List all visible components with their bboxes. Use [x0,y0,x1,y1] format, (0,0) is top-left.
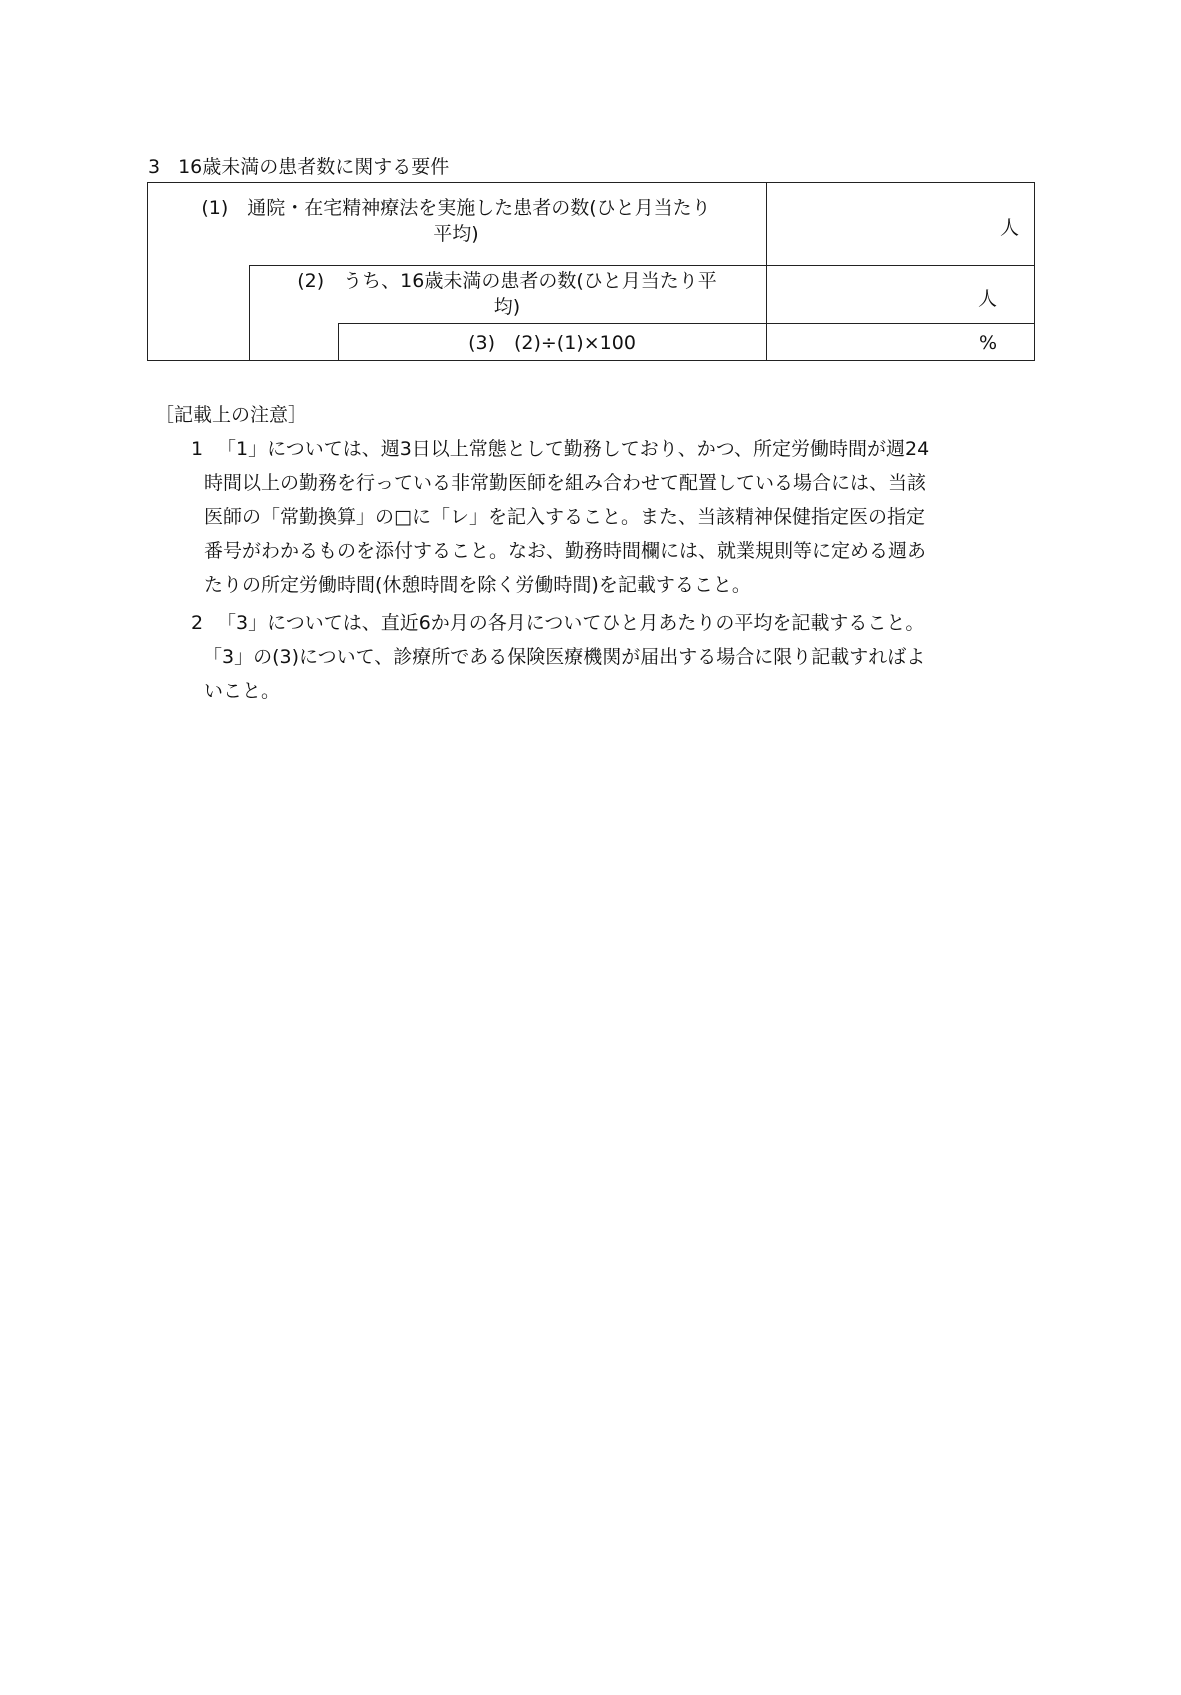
note-line: 医師の「常勤換算」の□に「レ」を記入すること。また、当該精神保健指定医の指定 [204,506,925,528]
table-border-right [1034,182,1035,361]
row3-unit: % [979,332,998,354]
note-line: 「3」の(3)について、診療所である保険医療機関が届出する場合に限り記載すればよ [203,646,926,668]
note-line: 「1」については、週3日以上常態として勤務しており、かつ、所定労働時間が週24 [217,438,930,460]
row2-label [252,268,762,320]
row1-label-line2: 平均) [433,223,479,245]
note-item [191,606,1035,708]
table-border-left [147,182,148,361]
note-line: 番号がわかるものを添付すること。なお、勤務時間欄には、就業規則等に定める週あ [204,540,927,562]
note-line: 「3」については、直近6か月の各月についてひと月あたりの平均を記載すること。 [217,612,925,634]
table-border-bottom [147,360,1035,361]
notes-title: ［記載上の注意］ [155,404,308,426]
row1-unit: 人 [1000,217,1020,239]
note-line: 時間以上の勤務を行っている非常勤医師を組み合わせて配置している場合には、当該 [204,472,927,494]
row1-label [150,195,762,247]
section-number: 3 [148,156,161,178]
table-indent1-line [249,265,250,361]
table-row2-separator [338,323,1035,324]
section-title [148,152,449,179]
table-border-top [147,182,1035,183]
table-row1-separator [249,265,1035,266]
row1-label-line1: (1) 通院・在宅精神療法を実施した患者の数(ひと月当たり [201,197,711,219]
row2-unit: 人 [978,288,998,310]
row2-label-line2: 均) [493,296,521,318]
note-item [191,432,1035,602]
note-number: 2 [191,612,204,634]
note-line: いこと。 [204,680,281,702]
row3-label: (3) (2)÷(1)×100 [468,332,636,354]
note-number: 1 [191,438,204,460]
section-title-text: 16歳未満の患者数に関する要件 [178,156,450,178]
table-value-divider [766,182,767,361]
row2-label-line1: (2) うち、16歳未満の患者の数(ひと月当たり平 [297,270,717,292]
table-indent2-line [338,323,339,361]
note-line: たりの所定労働時間(休憩時間を除く労働時間)を記載すること。 [204,574,751,596]
